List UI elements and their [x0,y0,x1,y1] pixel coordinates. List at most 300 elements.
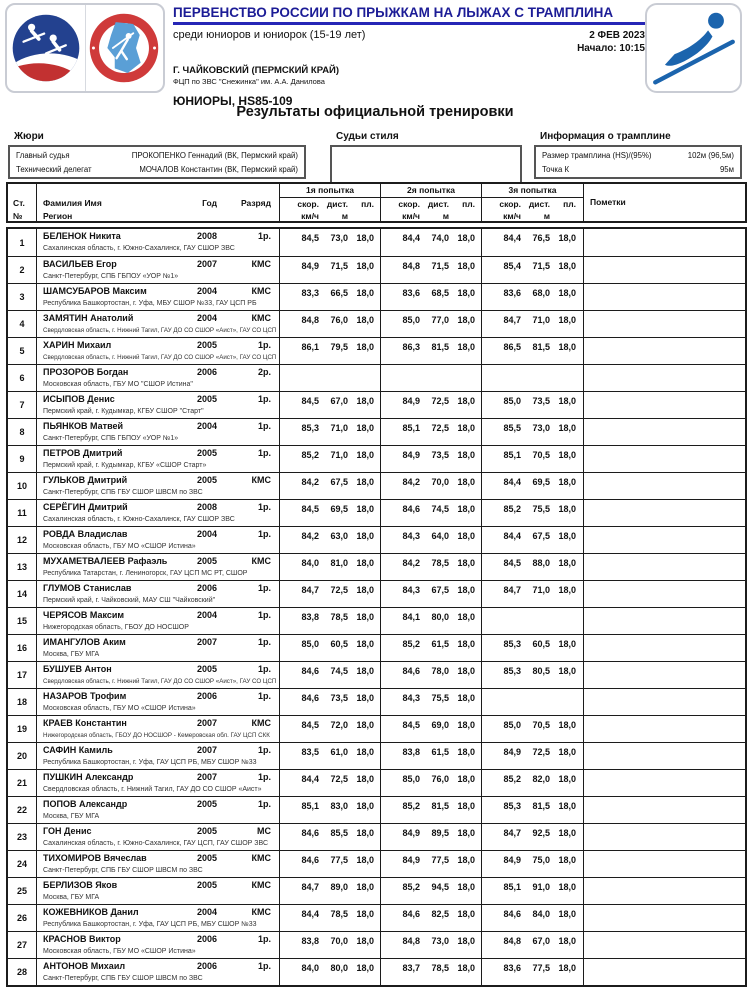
attempt-1-points: 18,0 [356,909,374,919]
col-header-name: Фамилия Имя [43,198,102,208]
athlete-cell [36,257,279,283]
attempt-2-points: 18,0 [457,261,475,271]
event-facility: ФЦП по ЗВС "Снежинка" им. А.А. Данилова [173,77,325,86]
athlete-name: ПЕТРОВ Дмитрий [43,448,123,458]
attempt-1-cell [279,284,380,310]
attempt-1-distance: 77,5 [330,855,348,865]
event-venue: Г. ЧАЙКОВСКИЙ (ПЕРМСКИЙ КРАЙ) [173,65,340,76]
attempt-2-cell [380,905,481,931]
attempt-3-speed: 85,4 [503,261,521,271]
start-number: 20 [16,751,27,761]
athlete-region: Республика Башкортостан, г. Уфа, ГАУ ЦСП РБ, МБУ СШОР №33 [43,759,257,766]
attempt-3-cell [481,716,583,742]
athlete-region: Московская область, ГБУ МО «СШОР Истина» [43,705,196,712]
attempt-1-speed: 84,6 [301,666,319,676]
athlete-name: ЧЕРЯСОВ Максим [43,610,125,620]
table-row [8,850,745,877]
athlete-year: 2008 [196,231,217,241]
attempt-2-speed: 84,9 [402,396,420,406]
attempt-3-cell [481,581,583,607]
start-number: 25 [16,886,27,896]
start-number: 27 [16,940,27,950]
attempt-2-cell [380,500,481,526]
attempt-1-cell [279,527,380,553]
attempt-2-points: 18,0 [457,233,475,243]
athlete-cell [36,365,279,391]
attempt-3-points: 18,0 [558,747,576,757]
attempt-3-distance: 81,5 [532,801,550,811]
attempt-1-cell [279,419,380,445]
attempt-3-speed: 83,6 [503,963,521,973]
attempt-2-cell [380,824,481,850]
start-number: 19 [16,724,27,734]
attempt-1-points: 18,0 [356,855,374,865]
attempt-2-cell [380,311,481,337]
attempt-2-speed: 83,6 [402,288,420,298]
notes-cell [583,716,745,742]
attempt-2-cell [380,662,481,688]
athlete-name: ЗАМЯТИН Анатолий [43,313,134,323]
attempt-2-cell [380,932,481,958]
attempt-2-distance: 70,0 [431,477,449,487]
attempt-1-points: 18,0 [356,801,374,811]
title-underline [173,22,645,25]
start-number: 1 [19,237,25,248]
attempt-1-distance: 76,0 [330,315,348,325]
hill-value: 95м [719,165,734,174]
athlete-year: 2005 [196,799,217,809]
start-number: 5 [19,346,25,356]
athlete-rank: 1р. [257,691,271,701]
attempt-3-speed: 84,7 [503,315,521,325]
athlete-name: МУХАМЕТВАЛЕЕВ Рафаэль [43,556,168,566]
athlete-cell [36,229,279,256]
athlete-rank: 1р. [257,745,271,755]
attempt-1-speed: 84,7 [301,882,319,892]
athlete-year: 2005 [196,556,217,566]
attempt-3-cell [481,392,583,418]
athlete-year: 2006 [196,691,217,701]
attempt-3-distance: 91,0 [532,882,550,892]
attempt-1-distance: 81,0 [330,558,348,568]
athlete-rank: 1р. [257,231,271,241]
attempt-2-speed: 83,8 [402,747,420,757]
table-row [8,877,745,904]
attempt-2-points: 18,0 [457,558,475,568]
athlete-region: Сахалинская область, г. Южно-Сахалинск, ГАУ СШОР ЗВС [43,245,235,252]
attempt-1-cell [279,229,380,256]
table-row [8,472,745,499]
event-subtitle: среди юниоров и юниорок (15-19 лет) [173,29,366,41]
jury-box [8,145,306,179]
athlete-region: Пермский край, г. Кудымкар, КГБУ «СШОР Старт» [43,462,207,469]
athlete-name: КРАЕВ Константин [43,718,127,728]
athlete-name: СЕРЁГИН Дмитрий [43,502,128,512]
attempt-2-points: 18,0 [457,855,475,865]
attempt-3-cell [481,878,583,904]
attempt-3-speed: 84,8 [503,936,521,946]
athlete-year: 2007 [196,259,217,269]
notes-cell [583,419,745,445]
start-number: 18 [16,697,27,707]
attempt-2-distance: 94,5 [431,882,449,892]
event-start-time: Начало: 10:15 [577,43,645,54]
attempt-1-points: 18,0 [356,396,374,406]
attempt-2-points: 18,0 [457,450,475,460]
athlete-rank: КМС [251,853,271,863]
attempt-1-distance: 73,0 [330,233,348,243]
athlete-rank: 1р. [257,448,271,458]
event-header [173,5,645,108]
attempt-3-cell [481,527,583,553]
athlete-region: Санкт-Петербург, СПБ ГБПОУ «УОР №1» [43,273,179,280]
attempt-1-speed: 83,8 [301,612,319,622]
attempt-2-speed: 85,2 [402,801,420,811]
table-row [8,526,745,553]
attempt-3-cell [481,473,583,499]
attempt-2-points: 18,0 [457,693,475,703]
athlete-cell [36,311,279,337]
attempt-1-speed: 84,6 [301,693,319,703]
athlete-rank: 1р. [257,799,271,809]
attempt-2-distance: 72,5 [431,396,449,406]
attempt-1-cell [279,635,380,661]
hill-info-row [542,149,734,163]
start-number: 3 [19,292,25,302]
event-date: 2 ФЕВ 2023 [589,30,645,41]
attempt-2-cell [380,338,481,364]
attempt-1-speed: 85,3 [301,423,319,433]
attempt-3-cell [481,635,583,661]
notes-cell [583,338,745,364]
attempt-3-cell [481,608,583,634]
athlete-name: ПОПОВ Александр [43,799,128,809]
attempt-1-distance: 71,0 [330,423,348,433]
table-row [8,553,745,580]
athlete-rank: 1р. [257,529,271,539]
attempt-2-cell [380,392,481,418]
athlete-year: 2004 [196,529,217,539]
athlete-name: АНТОНОВ Михаил [43,961,126,971]
athlete-year: 2008 [196,502,217,512]
attempt-3-cell [481,338,583,364]
attempt-1-points: 18,0 [356,531,374,541]
notes-cell [583,905,745,931]
attempt-2-speed: 84,3 [402,585,420,595]
attempt-3-distance: 92,5 [532,828,550,838]
attempt-1-distance: 72,5 [330,585,348,595]
attempt-2-distance: 80,0 [431,612,449,622]
athlete-name: ВАСИЛЬЕВ Егор [43,259,117,269]
athlete-cell [36,419,279,445]
attempt-2-cell [380,581,481,607]
athlete-cell [36,554,279,580]
athlete-cell [36,932,279,958]
jury-row [16,163,298,177]
attempt-3-distance: 80,5 [532,666,550,676]
athlete-name: КРАСНОВ Виктор [43,934,121,944]
notes-cell [583,581,745,607]
col-header-attempt-2: 2я попытка скор. дист. пл. км/ч м [380,184,481,221]
attempt-1-points: 18,0 [356,585,374,595]
athlete-cell [36,905,279,931]
attempt-2-speed: 85,2 [402,639,420,649]
notes-cell [583,446,745,472]
table-row [8,688,745,715]
attempt-1-distance: 72,0 [330,720,348,730]
attempt-1-points: 18,0 [356,450,374,460]
attempt-2-speed: 84,3 [402,693,420,703]
attempt-3-cell [481,554,583,580]
athlete-year: 2005 [196,880,217,890]
attempt-3-points: 18,0 [558,882,576,892]
attempt-3-speed: 85,5 [503,423,521,433]
attempt-1-cell [279,824,380,850]
attempt-3-speed: 84,6 [503,909,521,919]
notes-cell [583,689,745,715]
athlete-region: Нижегородская область, ГБОУ ДО НОСШОР [43,624,189,631]
attempt-1-speed: 84,0 [301,558,319,568]
athlete-rank: КМС [251,286,271,296]
attempt-2-speed: 85,1 [402,423,420,433]
start-number: 10 [16,481,27,491]
attempt-1-points: 18,0 [356,882,374,892]
athlete-rank: 1р. [257,421,271,431]
attempt-2-points: 18,0 [457,396,475,406]
athlete-region: Нижегородская область, ГБОУ ДО НОСШОР - Кемеровская обл. ГАУ ЦСП СКК [43,732,270,739]
attempt-1-cell [279,446,380,472]
attempt-2-cell [380,554,481,580]
attempt-1-distance: 70,0 [330,936,348,946]
notes-cell [583,284,745,310]
athlete-year: 2004 [196,313,217,323]
attempt-1-distance: 71,0 [330,450,348,460]
attempt-1-distance: 83,0 [330,801,348,811]
attempt-2-speed: 84,4 [402,233,420,243]
notes-cell [583,365,745,391]
athlete-name: ХАРИН Михаил [43,340,112,350]
attempt-1-distance: 78,5 [330,612,348,622]
athlete-region: Московская область, ГБУ МО «СШОР Истина» [43,948,196,955]
attempt-2-speed: 84,3 [402,531,420,541]
table-row [8,310,745,337]
athlete-region: Свердловская область, г. Нижний Тагил, ГАУ ДО СО СШОР «Аист» [43,786,262,793]
athlete-cell [36,770,279,796]
athlete-region: Республика Башкортостан, г. Уфа, МБУ СШОР №33, ГАУ ЦСП РБ [43,300,257,307]
athlete-name: ПУШКИН Александр [43,772,134,782]
notes-cell [583,824,745,850]
attempt-2-points: 18,0 [457,882,475,892]
athlete-region: Московская область, ГБУ МО «СШОР Истина» [43,543,196,550]
hill-param: Точка К [542,165,570,174]
attempt-2-distance: 78,0 [431,666,449,676]
attempt-3-points: 18,0 [558,450,576,460]
attempt-2-distance: 61,5 [431,639,449,649]
table-row [8,337,745,364]
attempt-3-points: 18,0 [558,639,576,649]
attempt-1-cell [279,905,380,931]
attempt-3-distance: 68,0 [532,288,550,298]
results-table-header [6,182,747,223]
col-header-region: Регион [43,211,73,221]
table-row [8,958,745,985]
attempt-3-points: 18,0 [558,477,576,487]
attempt-3-points: 18,0 [558,936,576,946]
attempt-1-distance: 61,0 [330,747,348,757]
attempt-3-distance: 67,5 [532,531,550,541]
athlete-year: 2005 [196,826,217,836]
attempt-2-cell [380,743,481,769]
athlete-region: Москва, ГБУ МГА [43,813,100,820]
attempt-3-speed: 84,4 [503,233,521,243]
attempt-1-points: 18,0 [356,477,374,487]
attempt-3-speed: 85,0 [503,720,521,730]
table-row [8,283,745,310]
notes-cell [583,635,745,661]
attempt-3-cell [481,257,583,283]
attempt-2-cell [380,608,481,634]
athlete-year: 2006 [196,961,217,971]
attempt-2-distance: 74,0 [431,233,449,243]
attempt-1-distance: 60,5 [330,639,348,649]
attempt-2-speed: 84,6 [402,666,420,676]
athlete-year: 2004 [196,907,217,917]
attempt-3-points: 18,0 [558,666,576,676]
attempt-1-points: 18,0 [356,639,374,649]
attempt-2-points: 18,0 [457,720,475,730]
attempt-2-distance: 69,0 [431,720,449,730]
attempt-1-points: 18,0 [356,261,374,271]
athlete-region: Москва, ГБУ МГА [43,894,100,901]
attempt-3-cell [481,500,583,526]
notes-cell [583,527,745,553]
athlete-cell [36,500,279,526]
athlete-rank: КМС [251,718,271,728]
hill-param: Размер трамплина (HS)/(95%) [542,151,652,160]
attempt-3-cell [481,662,583,688]
table-row [8,229,745,256]
attempt-1-speed: 83,8 [301,936,319,946]
athlete-name: ПЬЯНКОВ Матвей [43,421,124,431]
attempt-1-cell [279,878,380,904]
notes-cell [583,851,745,877]
attempt-2-speed: 86,3 [402,342,420,352]
attempt-3-cell [481,365,583,391]
athlete-cell [36,608,279,634]
table-row [8,904,745,931]
athlete-region: Свердловская область, г. Нижний Тагил, ГАУ ДО СО СШОР «Аист», ГАУ СО ЦСП [43,327,277,334]
attempt-1-speed: 84,6 [301,828,319,838]
athlete-name: БУШУЕВ Антон [43,664,112,674]
attempt-2-distance: 82,5 [431,909,449,919]
attempt-2-points: 18,0 [457,612,475,622]
attempt-2-distance: 81,5 [431,342,449,352]
col-header-year: Год [202,198,217,208]
attempt-3-speed: 84,9 [503,747,521,757]
athlete-cell [36,689,279,715]
attempt-2-speed: 84,5 [402,720,420,730]
attempt-1-cell [279,473,380,499]
attempt-1-points: 18,0 [356,612,374,622]
attempt-2-distance: 76,0 [431,774,449,784]
attempt-2-points: 18,0 [457,909,475,919]
notes-cell [583,500,745,526]
attempt-2-speed: 84,2 [402,558,420,568]
attempt-3-points: 18,0 [558,801,576,811]
athlete-name: НАЗАРОВ Трофим [43,691,127,701]
attempt-2-speed: 84,9 [402,828,420,838]
jury-role: Главный судья [16,151,70,160]
athlete-rank: 2р. [257,367,271,377]
attempt-1-speed: 84,4 [301,909,319,919]
attempt-2-speed: 84,6 [402,504,420,514]
attempt-2-cell [380,229,481,256]
athlete-name: ГОН Денис [43,826,92,836]
attempt-2-cell [380,284,481,310]
athlete-region: Республика Башкортостан, г. Уфа, ГАУ ЦСП РБ, МБУ СШОР №33 [43,921,257,928]
attempt-1-speed: 84,5 [301,504,319,514]
attempt-2-cell [380,797,481,823]
attempt-2-speed: 84,9 [402,855,420,865]
athlete-year: 2006 [196,367,217,377]
attempt-2-cell [380,851,481,877]
attempt-3-points: 18,0 [558,828,576,838]
athlete-rank: КМС [251,556,271,566]
col-header-start-number: Ст. № [13,198,25,221]
jury-label: Жюри [14,131,44,142]
event-category: ЮНИОРЫ, HS85-109 [173,94,293,108]
start-number: 22 [16,805,27,815]
attempt-3-points: 18,0 [558,261,576,271]
attempt-3-points: 18,0 [558,342,576,352]
notes-cell [583,932,745,958]
athlete-year: 2005 [196,664,217,674]
athlete-cell [36,527,279,553]
attempt-3-points: 18,0 [558,963,576,973]
attempt-2-points: 18,0 [457,774,475,784]
attempt-3-distance: 71,0 [532,585,550,595]
athlete-region: Сахалинская область, г. Южно-Сахалинск, ГАУ ЦСП, ГАУ СШОР ЗВС [43,840,268,847]
start-number: 14 [16,589,27,599]
attempt-2-distance: 61,5 [431,747,449,757]
attempt-1-distance: 66,5 [330,288,348,298]
attempt-3-speed: 84,5 [503,558,521,568]
attempt-3-cell [481,419,583,445]
start-number: 21 [16,778,27,788]
notes-cell [583,770,745,796]
attempt-1-points: 18,0 [356,747,374,757]
attempt-3-points: 18,0 [558,288,576,298]
attempt-3-points: 18,0 [558,504,576,514]
attempt-3-distance: 71,5 [532,261,550,271]
attempt-3-distance: 76,5 [532,233,550,243]
col-header-attempt-1: 1я попытка скор. дист. пл. км/ч м [279,184,380,221]
event-datetime [577,29,645,55]
attempt-3-cell [481,311,583,337]
table-row [8,607,745,634]
attempt-1-points: 18,0 [356,315,374,325]
attempt-1-cell [279,338,380,364]
style-judges-box [330,145,522,185]
attempt-1-points: 18,0 [356,720,374,730]
notes-cell [583,608,745,634]
attempt-3-distance: 75,0 [532,855,550,865]
attempt-1-distance: 72,5 [330,774,348,784]
page-title: Результаты официальной тренировки [236,104,514,120]
attempt-3-speed: 84,7 [503,585,521,595]
athlete-cell [36,851,279,877]
athlete-cell [36,338,279,364]
